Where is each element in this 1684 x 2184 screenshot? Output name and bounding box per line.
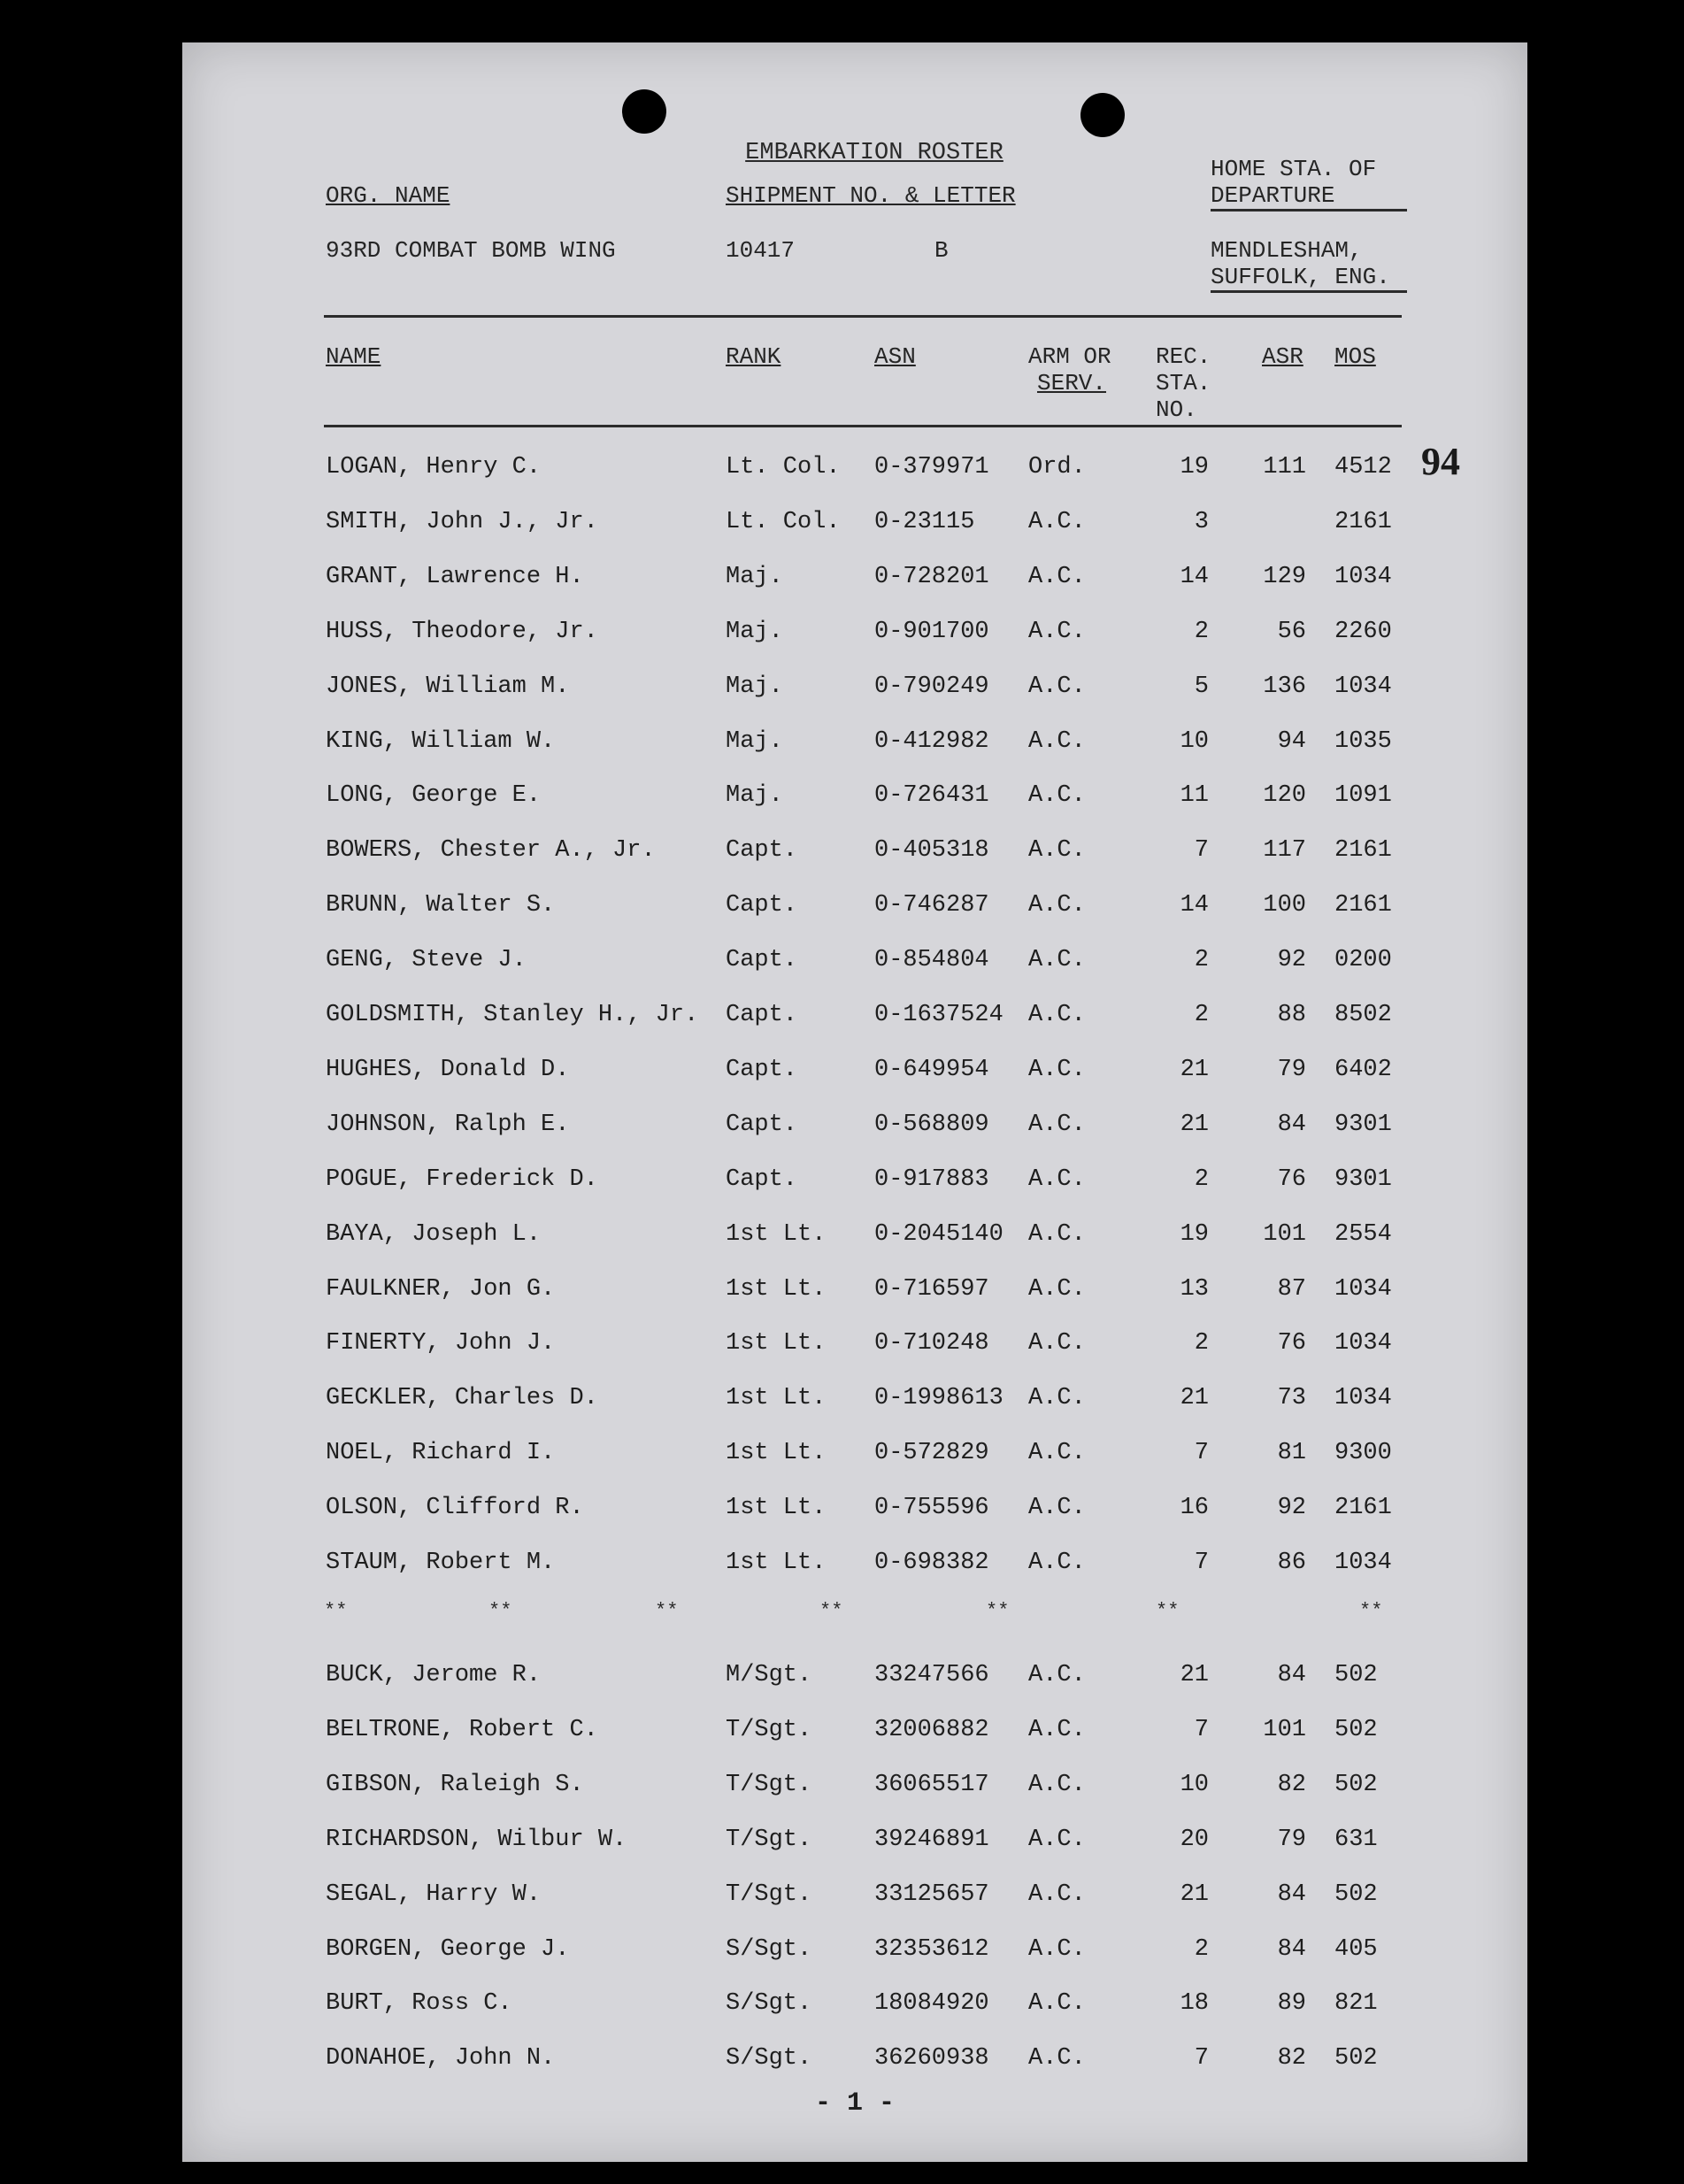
mos-code: 2260	[1334, 618, 1392, 645]
asn: 33247566	[874, 1662, 989, 1688]
roster-row	[182, 1772, 1527, 1807]
mos-code: 1034	[1334, 673, 1392, 700]
arm-or-service: A.C.	[1028, 837, 1086, 865]
asn: 0-716597	[874, 1275, 989, 1303]
departure-underline	[1211, 209, 1407, 211]
rank: Capt.	[726, 1111, 798, 1138]
asn: 0-405318	[874, 837, 989, 865]
mos-code: 1035	[1334, 727, 1392, 755]
col-header-asn: ASN	[874, 343, 916, 370]
arm-or-service: Ord.	[1028, 454, 1086, 481]
col-header-serv: SERV.	[1037, 370, 1107, 396]
roster-row	[182, 892, 1527, 927]
asr-score: 76	[1277, 1330, 1306, 1357]
col-header-name: NAME	[326, 343, 381, 370]
rec-station-no: 2	[1194, 947, 1209, 974]
roster-row	[182, 1057, 1527, 1092]
person-name: GENG, Steve J.	[326, 947, 527, 974]
person-name: GRANT, Lawrence H.	[326, 563, 584, 590]
asr-score: 92	[1277, 1495, 1306, 1522]
person-name: HUGHES, Donald D.	[326, 1056, 570, 1083]
asr-score: 81	[1277, 1440, 1306, 1467]
asn: 0-726431	[874, 782, 989, 810]
roster-row	[182, 1385, 1527, 1420]
shipment-number: 10417	[726, 237, 796, 264]
asn: 0-698382	[874, 1550, 989, 1576]
person-name: BORGEN, George J.	[326, 1935, 570, 1963]
asn: 18084920	[874, 1990, 989, 2018]
roster-row	[182, 1111, 1527, 1147]
person-name: JONES, William M.	[326, 673, 570, 700]
asr-score: 87	[1277, 1275, 1306, 1303]
asr-score: 101	[1263, 1220, 1306, 1248]
rec-station-no: 21	[1180, 1385, 1209, 1412]
asn: 0-728201	[874, 563, 989, 590]
roster-row	[182, 1881, 1527, 1917]
separator-stars: **	[819, 1600, 843, 1622]
arm-or-service: A.C.	[1028, 947, 1086, 974]
roster-row	[182, 1276, 1527, 1311]
mos-code: 1034	[1334, 1275, 1392, 1303]
rank: Lt. Col.	[726, 454, 841, 481]
rank: 1st Lt.	[726, 1440, 827, 1467]
col-header-mos: MOS	[1334, 343, 1376, 370]
rank: 1st Lt.	[726, 1495, 827, 1522]
asr-score: 79	[1277, 1056, 1306, 1083]
asn: 0-746287	[874, 892, 989, 919]
arm-or-service: A.C.	[1028, 1111, 1086, 1138]
asr-score: 84	[1277, 1111, 1306, 1138]
asn: 33125657	[874, 1880, 989, 1908]
roster-row	[182, 1550, 1527, 1585]
rec-station-no: 11	[1180, 782, 1209, 810]
arm-or-service: A.C.	[1028, 1771, 1086, 1798]
arm-or-service: A.C.	[1028, 1385, 1086, 1412]
roster-row	[182, 509, 1527, 544]
rank: Capt.	[726, 1002, 798, 1028]
rec-station-no: 3	[1194, 508, 1209, 535]
mos-code: 1034	[1334, 1550, 1392, 1576]
person-name: SEGAL, Harry W.	[326, 1880, 542, 1908]
mos-code: 2161	[1334, 837, 1392, 865]
roster-row	[182, 673, 1527, 709]
rank: Lt. Col.	[726, 508, 841, 535]
org-name-value: 93RD COMBAT BOMB WING	[326, 237, 616, 264]
rank: Maj.	[726, 782, 783, 810]
arm-or-service: A.C.	[1028, 1220, 1086, 1248]
roster-row	[182, 947, 1527, 982]
rec-station-no: 2	[1194, 618, 1209, 645]
asr-score: 117	[1263, 837, 1306, 865]
asr-score: 82	[1277, 1771, 1306, 1798]
arm-or-service: A.C.	[1028, 1275, 1086, 1303]
person-name: BOWERS, Chester A., Jr.	[326, 837, 656, 865]
arm-or-service: A.C.	[1028, 892, 1086, 919]
asr-score: 76	[1277, 1165, 1306, 1193]
asn: 0-854804	[874, 947, 989, 974]
mos-code: 502	[1334, 1880, 1378, 1908]
roster-row	[182, 1662, 1527, 1697]
punch-hole-left	[622, 89, 666, 134]
arm-or-service: A.C.	[1028, 1716, 1086, 1743]
asn: 0-901700	[874, 618, 989, 645]
rank: Capt.	[726, 837, 798, 865]
rank: T/Sgt.	[726, 1826, 812, 1853]
rec-station-no: 19	[1180, 1220, 1209, 1248]
arm-or-service: A.C.	[1028, 1440, 1086, 1467]
person-name: FAULKNER, Jon G.	[326, 1275, 556, 1303]
asr-score: 56	[1277, 618, 1306, 645]
mos-code: 1091	[1334, 782, 1392, 810]
rec-station-no: 21	[1180, 1056, 1209, 1083]
separator-stars: **	[1359, 1600, 1383, 1622]
asn: 0-568809	[874, 1111, 989, 1138]
asr-score: 73	[1277, 1385, 1306, 1412]
rec-station-no: 2	[1194, 1935, 1209, 1963]
shipment-letter: B	[934, 237, 949, 264]
header-divider	[324, 315, 1402, 318]
person-name: NOEL, Richard I.	[326, 1440, 556, 1467]
rec-station-no: 14	[1180, 563, 1209, 590]
home-station-underline	[1211, 290, 1407, 293]
arm-or-service: A.C.	[1028, 1330, 1086, 1357]
rank: S/Sgt.	[726, 1935, 812, 1963]
home-station-label: HOME STA. OF	[1211, 156, 1377, 182]
rank: T/Sgt.	[726, 1716, 812, 1743]
rec-station-no: 7	[1194, 1440, 1209, 1467]
rank: Maj.	[726, 673, 783, 700]
asn: 0-412982	[874, 727, 989, 755]
arm-or-service: A.C.	[1028, 782, 1086, 810]
separator-stars: **	[324, 1600, 348, 1622]
rec-station-no: 21	[1180, 1662, 1209, 1688]
rec-station-no: 7	[1194, 1716, 1209, 1743]
rec-station-no: 7	[1194, 2045, 1209, 2072]
mos-code: 9301	[1334, 1111, 1392, 1138]
asn: 0-710248	[874, 1330, 989, 1357]
arm-or-service: A.C.	[1028, 618, 1086, 645]
rec-station-no: 2	[1194, 1165, 1209, 1193]
rec-station-no: 10	[1180, 727, 1209, 755]
arm-or-service: A.C.	[1028, 1165, 1086, 1193]
asn: 0-649954	[874, 1056, 989, 1083]
rec-station-no: 7	[1194, 1550, 1209, 1576]
person-name: DONAHOE, John N.	[326, 2045, 556, 2072]
asn: 0-2045140	[874, 1220, 1003, 1248]
person-name: RICHARDSON, Wilbur W.	[326, 1826, 627, 1853]
asr-score: 94	[1277, 727, 1306, 755]
roster-row	[182, 564, 1527, 599]
asr-score: 84	[1277, 1662, 1306, 1688]
rec-station-no: 13	[1180, 1275, 1209, 1303]
col-header-rec: REC.	[1156, 343, 1211, 370]
rank: Capt.	[726, 892, 798, 919]
asr-score: 136	[1263, 673, 1306, 700]
mos-code: 9300	[1334, 1440, 1392, 1467]
rec-station-no: 18	[1180, 1990, 1209, 2018]
shipment-label: SHIPMENT NO. & LETTER	[726, 182, 1016, 209]
person-name: BAYA, Joseph L.	[326, 1220, 542, 1248]
home-station-city: MENDLESHAM,	[1211, 237, 1363, 264]
mos-code: 8502	[1334, 1002, 1392, 1028]
rec-station-no: 16	[1180, 1495, 1209, 1522]
asr-score: 120	[1263, 782, 1306, 810]
asn: 0-1998613	[874, 1385, 1003, 1412]
asn: 32006882	[874, 1716, 989, 1743]
col-header-arm: ARM OR	[1028, 343, 1111, 370]
mos-code: 502	[1334, 1771, 1378, 1798]
mos-code: 0200	[1334, 947, 1392, 974]
asn: 0-379971	[874, 454, 989, 481]
home-station-county: SUFFOLK, ENG.	[1211, 264, 1390, 290]
asr-score: 79	[1277, 1826, 1306, 1853]
rank: 1st Lt.	[726, 1330, 827, 1357]
arm-or-service: A.C.	[1028, 727, 1086, 755]
arm-or-service: A.C.	[1028, 673, 1086, 700]
roster-row	[182, 782, 1527, 818]
col-header-asr: ASR	[1262, 343, 1303, 370]
arm-or-service: A.C.	[1028, 1662, 1086, 1688]
mos-code: 502	[1334, 1716, 1378, 1743]
person-name: GIBSON, Raleigh S.	[326, 1771, 584, 1798]
person-name: HUSS, Theodore, Jr.	[326, 618, 598, 645]
roster-row	[182, 2045, 1527, 2080]
rank: 1st Lt.	[726, 1275, 827, 1303]
rec-station-no: 21	[1180, 1880, 1209, 1908]
separator-stars: **	[1156, 1600, 1180, 1622]
roster-row	[182, 728, 1527, 764]
mos-code: 631	[1334, 1826, 1378, 1853]
asr-score: 101	[1263, 1716, 1306, 1743]
rec-station-no: 21	[1180, 1111, 1209, 1138]
asr-score: 89	[1277, 1990, 1306, 2018]
asr-score: 88	[1277, 1002, 1306, 1028]
roster-row	[182, 1221, 1527, 1257]
separator-stars: **	[986, 1600, 1010, 1622]
person-name: BUCK, Jerome R.	[326, 1662, 542, 1688]
rank: Capt.	[726, 1056, 798, 1083]
arm-or-service: A.C.	[1028, 2045, 1086, 2072]
column-header-divider	[324, 425, 1402, 427]
person-name: SMITH, John J., Jr.	[326, 508, 598, 535]
rank: Maj.	[726, 618, 783, 645]
person-name: GECKLER, Charles D.	[326, 1385, 598, 1412]
rank: 1st Lt.	[726, 1550, 827, 1576]
rec-station-no: 14	[1180, 892, 1209, 919]
rank: Capt.	[726, 947, 798, 974]
rank: 1st Lt.	[726, 1385, 827, 1412]
arm-or-service: A.C.	[1028, 1935, 1086, 1963]
rec-station-no: 19	[1180, 454, 1209, 481]
asn: 39246891	[874, 1826, 989, 1853]
page-stamp-number: 94	[1421, 440, 1460, 483]
person-name: KING, William W.	[326, 727, 556, 755]
asn: 32353612	[874, 1935, 989, 1963]
asr-score: 111	[1263, 454, 1306, 481]
asn: 0-23115	[874, 508, 975, 535]
roster-row	[182, 1717, 1527, 1752]
rec-station-no: 5	[1194, 673, 1209, 700]
asr-score: 129	[1263, 563, 1306, 590]
rank: Maj.	[726, 727, 783, 755]
mos-code: 2554	[1334, 1220, 1392, 1248]
roster-row	[182, 454, 1527, 489]
mos-code: 2161	[1334, 508, 1392, 535]
person-name: FINERTY, John J.	[326, 1330, 556, 1357]
document-title: EMBARKATION ROSTER	[745, 140, 1003, 166]
col-header-no: NO.	[1156, 396, 1197, 423]
arm-or-service: A.C.	[1028, 563, 1086, 590]
person-name: GOLDSMITH, Stanley H., Jr.	[326, 1002, 699, 1028]
arm-or-service: A.C.	[1028, 1002, 1086, 1028]
mos-code: 2161	[1334, 1495, 1392, 1522]
asn: 0-790249	[874, 673, 989, 700]
roster-row	[182, 837, 1527, 873]
asn: 36065517	[874, 1771, 989, 1798]
separator-stars: **	[655, 1600, 679, 1622]
arm-or-service: A.C.	[1028, 1826, 1086, 1853]
mos-code: 4512	[1334, 454, 1392, 481]
org-name-label: ORG. NAME	[326, 182, 450, 209]
rec-station-no: 2	[1194, 1002, 1209, 1028]
roster-row	[182, 1495, 1527, 1530]
rec-station-no: 7	[1194, 837, 1209, 865]
person-name: LONG, George E.	[326, 782, 542, 810]
person-name: LOGAN, Henry C.	[326, 454, 542, 481]
roster-row	[182, 1440, 1527, 1475]
roster-row	[182, 1166, 1527, 1202]
asr-score: 84	[1277, 1880, 1306, 1908]
rank: S/Sgt.	[726, 1990, 812, 2018]
roster-row	[182, 619, 1527, 654]
asn: 0-1637524	[874, 1002, 1003, 1028]
asr-score: 86	[1277, 1550, 1306, 1576]
mos-code: 405	[1334, 1935, 1378, 1963]
rank: T/Sgt.	[726, 1771, 812, 1798]
roster-row	[182, 1936, 1527, 1972]
rec-station-no: 2	[1194, 1330, 1209, 1357]
roster-row	[182, 1990, 1527, 2026]
person-name: BRUNN, Walter S.	[326, 892, 556, 919]
asn: 0-917883	[874, 1165, 989, 1193]
rank: S/Sgt.	[726, 2045, 812, 2072]
person-name: BURT, Ross C.	[326, 1990, 512, 2018]
mos-code: 1034	[1334, 1330, 1392, 1357]
person-name: OLSON, Clifford R.	[326, 1495, 584, 1522]
rec-station-no: 20	[1180, 1826, 1209, 1853]
mos-code: 1034	[1334, 563, 1392, 590]
separator-stars: **	[488, 1600, 512, 1622]
rank: 1st Lt.	[726, 1220, 827, 1248]
asr-score: 84	[1277, 1935, 1306, 1963]
mos-code: 1034	[1334, 1385, 1392, 1412]
departure-label: DEPARTURE	[1211, 182, 1335, 209]
mos-code: 502	[1334, 2045, 1378, 2072]
person-name: BELTRONE, Robert C.	[326, 1716, 598, 1743]
rank: M/Sgt.	[726, 1662, 812, 1688]
rec-station-no: 10	[1180, 1771, 1209, 1798]
roster-page	[182, 42, 1527, 2162]
asr-score: 82	[1277, 2045, 1306, 2072]
rank: Capt.	[726, 1165, 798, 1193]
rank: T/Sgt.	[726, 1880, 812, 1908]
mos-code: 9301	[1334, 1165, 1392, 1193]
asr-score: 92	[1277, 947, 1306, 974]
roster-row	[182, 1002, 1527, 1037]
mos-code: 2161	[1334, 892, 1392, 919]
person-name: JOHNSON, Ralph E.	[326, 1111, 570, 1138]
mos-code: 502	[1334, 1662, 1378, 1688]
arm-or-service: A.C.	[1028, 1495, 1086, 1522]
arm-or-service: A.C.	[1028, 1990, 1086, 2018]
mos-code: 6402	[1334, 1056, 1392, 1083]
arm-or-service: A.C.	[1028, 1056, 1086, 1083]
arm-or-service: A.C.	[1028, 1880, 1086, 1908]
punch-hole-right	[1080, 93, 1125, 137]
mos-code: 821	[1334, 1990, 1378, 2018]
roster-row	[182, 1330, 1527, 1365]
arm-or-service: A.C.	[1028, 508, 1086, 535]
roster-row	[182, 1826, 1527, 1862]
col-header-rank: RANK	[726, 343, 781, 370]
rank: Maj.	[726, 563, 783, 590]
arm-or-service: A.C.	[1028, 1550, 1086, 1576]
asn: 0-755596	[874, 1495, 989, 1522]
asr-score: 100	[1263, 892, 1306, 919]
person-name: STAUM, Robert M.	[326, 1550, 556, 1576]
asn: 0-572829	[874, 1440, 989, 1467]
page-number: - 1 -	[814, 2088, 895, 2119]
asn: 36260938	[874, 2045, 989, 2072]
col-header-sta: STA.	[1156, 370, 1211, 396]
person-name: POGUE, Frederick D.	[326, 1165, 598, 1193]
